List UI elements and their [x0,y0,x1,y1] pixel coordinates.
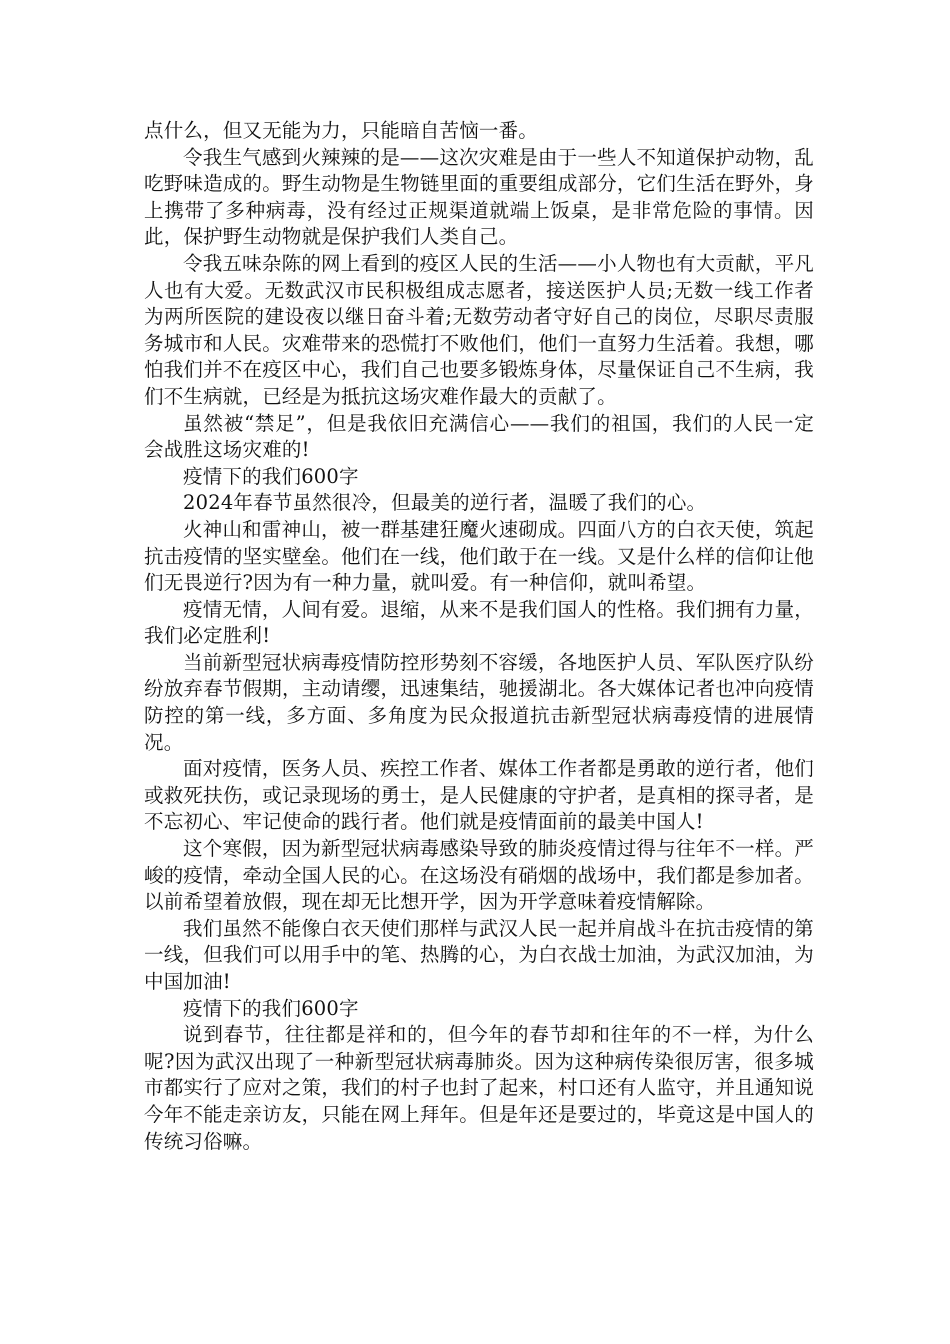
paragraph: 我们虽然不能像白衣天使们那样与武汉人民一起并肩战斗在抗击疫情的第一线，但我们可以用手中的笔、热腾的心，为白衣战士加油，为武汉加油，为中国加油! [144,916,814,993]
paragraph: 火神山和雷神山，被一群基建狂魔火速砌成。四面八方的白衣天使，筑起抗击疫情的坚实壁垒。他们在一线，他们敢于在一线。又是什么样的信仰让他们无畏逆行?因为有一种力量，就叫爱。有一种信仰，就叫希望。 [144,517,814,595]
paragraph: 令我生气感到火辣辣的是——这次灾难是由于一些人不知道保护动物，乱吃野味造成的。野生动物是生物链里面的重要组成部分，它们生活在野外，身上携带了多种病毒，没有经过正规渠道就端上饭桌，是非常危险的事情。因此，保护野生动物就是保护我们人类自己。 [144,145,814,249]
document-page [144,118,814,1155]
paragraph: 当前新型冠状病毒疫情防控形势刻不容缓，各地医护人员、军队医疗队纷纷放弃春节假期，主动请缨，迅速集结，驰援湖北。各大媒体记者也冲向疫情防控的第一线，多方面、多角度为民众报道抗击新型冠状病毒疫情的进展情况。 [144,650,814,754]
paragraph: 疫情无情，人间有爱。退缩，从来不是我们国人的性格。我们拥有力量，我们必定胜利! [144,597,814,648]
paragraph: 面对疫情，医务人员、疾控工作者、媒体工作者都是勇敢的逆行者，他们或救死扶伤，或记录现场的勇士，是人民健康的守护者，是真相的探寻者，是不忘初心、牢记使命的践行者。他们就是疫情面前的最美中国人! [144,757,814,834]
section-title: 疫情下的我们600字 [183,464,359,488]
paragraph: 这个寒假，因为新型冠状病毒感染导致的肺炎疫情过得与往年不一样。严峻的疫情，牵动全国人民的心。在这场没有硝烟的战场中，我们都是参加者。以前希望着放假，现在却无比想开学，因为开学意味着疫情解除。 [144,837,814,914]
paragraph-continuation: 点什么，但又无能为力，只能暗自苦恼一番。 [144,119,539,142]
paragraph: 虽然被“禁足”，但是我依旧充满信心——我们的祖国，我们的人民一定会战胜这场灾难的! [144,411,814,462]
paragraph: 2024年春节虽然很冷，但最美的逆行者，温暖了我们的心。 [183,491,707,515]
section-title: 疫情下的我们600字 [183,996,359,1020]
paragraph: 说到春节，往往都是祥和的，但今年的春节却和往年的不一样，为什么呢?因为武汉出现了一种新型冠状病毒肺炎。因为这种病传染很厉害，很多城市都实行了应对之策，我们的村子也封了起来，村口还有人监守，并且通知说今年不能走亲访友，只能在网上拜年。但是年还是要过的，毕竟这是中国人的传统习俗嘛。 [144,1023,814,1153]
paragraph: 令我五味杂陈的网上看到的疫区人民的生活——小人物也有大贡献，平凡人也有大爱。无数武汉市民积极组成志愿者，接送医护人员;无数一线工作者为两所医院的建设夜以继日奋斗着;无数劳动者守好自己的岗位，尽职尽责服务城市和人民。灾难带来的恐慌打不败他们，他们一直努力生活着。我想，哪怕我们并不在疫区中心，我们自己也要多锻炼身体，尽量保证自己不生病，我们不生病就，已经是为抵抗这场灾难作最大的贡献了。 [144,251,814,408]
